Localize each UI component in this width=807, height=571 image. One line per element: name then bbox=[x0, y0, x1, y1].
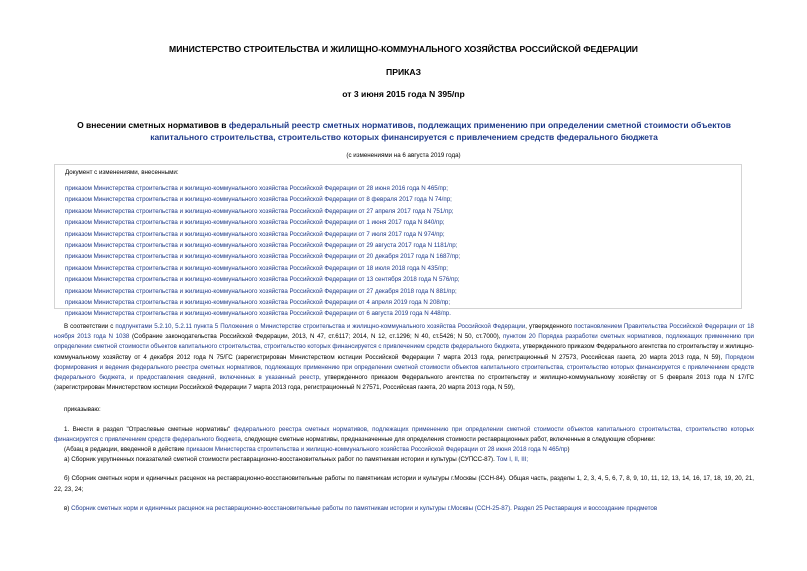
paragraph-edition-note: (Абзац в редакции, введенной в действие приказом Министерства строительства и жилищно-коммунального хозяйства Российской Федерации от 28 июня 2018 года N 465/пр) bbox=[64, 446, 570, 454]
changes-caption: Документ с изменениями, внесенными: bbox=[65, 169, 179, 176]
registry-link[interactable]: федерального реестра сметных нормативов, подлежащих применению при определении сметной стоимости объектов капитального строительства, строительство которых финансируется с привлечением средств федерального бюджета bbox=[54, 425, 754, 443]
title-registry-link[interactable]: федеральный реестр сметных нормативов, подлежащих применению при определении сметной стоимости объектов капитального строительства, строительство которых финансируется с привлечением средств федерального бюджета bbox=[150, 120, 731, 142]
registry-procedure-link[interactable]: Порядком формирования и ведения федерального реестра сметных нормативов, подлежащих применению при определении сметной стоимости объектов капитального строительства, строительство которых финансируется с привлечением средств федерального бюджета, и предоставления сведений, включенных в указанный реестр bbox=[54, 353, 754, 382]
document-type: ПРИКАЗ bbox=[386, 67, 421, 77]
ministry-heading: МИНИСТЕРСТВО СТРОИТЕЛЬСТВА И ЖИЛИЩНО-КОММУНАЛЬНОГО ХОЗЯЙСТВА РОССИЙСКОЙ ФЕДЕРАЦИИ bbox=[169, 44, 638, 54]
change-link[interactable]: приказом Министерства строительства и жилищно-коммунального хозяйства Российской Федерации от 20 декабря 2017 года N 1687/пр; bbox=[65, 253, 461, 261]
procedure-link[interactable]: пунктом 20 Порядка разработки сметных нормативов, подлежащих применению при определении сметной стоимости объектов капитального строительства, строительство которых финансируется с привлечением средств федерального бюджета bbox=[54, 333, 754, 351]
paragraph-item-c: в) Сборник сметных норм и единичных расценок на реставрационно-восстановительные работы по памятникам истории и культуры г.Москвы (ССН-25-87). Раздел 25 Реставрация и воссоздание предметов bbox=[64, 504, 658, 512]
change-link[interactable]: приказом Министерства строительства и жилищно-коммунального хозяйства Российской Федерации от 6 августа 2019 года N 448/пр. bbox=[65, 310, 451, 318]
change-link[interactable]: приказом Министерства строительства и жилищно-коммунального хозяйства Российской Федерации от 1 июня 2017 года N 840/пр; bbox=[65, 219, 445, 227]
amended-note: (с изменениями на 6 августа 2019 года) bbox=[346, 152, 461, 159]
change-link[interactable]: приказом Министерства строительства и жилищно-коммунального хозяйства Российской Федерации от 27 декабря 2018 года N 881/пр; bbox=[65, 287, 457, 295]
paragraph-item-a: а) Сборник укрупненных показателей сметной стоимости реставрационно-восстановительных работ по памятникам истории и культуры (СУПСС-87). Том I, II, III; bbox=[64, 456, 529, 464]
changes-list bbox=[65, 183, 460, 320]
document-date: от 3 июня 2015 года N 395/пр bbox=[342, 89, 465, 99]
document-body bbox=[54, 322, 754, 514]
collection-link[interactable]: Сборник сметных норм и единичных расценок на реставрационно-восстановительные работы по памятникам истории и культуры г.Москвы (ССН-25-87). Раздел 25 Реставрация и воссоздание предметов bbox=[71, 504, 658, 512]
change-link[interactable]: приказом Министерства строительства и жилищно-коммунального хозяйства Российской Федерации от 7 июля 2017 года N 974/пр; bbox=[65, 230, 445, 238]
volume-link[interactable]: Том I, II, III; bbox=[496, 456, 529, 464]
document-title bbox=[54, 119, 754, 143]
decree-link[interactable]: постановлением Правительства Российской Федерации от 18 ноября 2013 года N 1038 bbox=[54, 323, 754, 341]
change-link[interactable]: приказом Министерства строительства и жилищно-коммунального хозяйства Российской Федерации от 4 апреля 2019 года N 208/пр; bbox=[65, 299, 451, 307]
regulation-link[interactable]: подпунктами 5.2.10, 5.2.11 пункта 5 Положения о Министерстве строительства и жилищно-коммунального хозяйства Российской Федерации bbox=[115, 323, 526, 330]
paragraph-item-b: б) Сборник сметных норм и единичных расценок на реставрационно-восстановительные работы по памятникам истории и культуры г.Москвы (ССН-84). Общая часть, разделы 1, 2, 3, 4, 5, 6, 7, 8, 9, 10, 11, 12, 13, 14, 16, 17, 18, 19, 20, 21, 22, 23, 24; bbox=[54, 475, 754, 493]
change-link[interactable]: приказом Министерства строительства и жилищно-коммунального хозяйства Российской Федерации от 8 февраля 2017 года N 74/пр; bbox=[65, 196, 452, 204]
paragraph-item-1: 1. Внести в раздел "Отраслевые сметные нормативы" федерального реестра сметных нормативов, подлежащих применению при определении сметной стоимости объектов капитального строительства, строительство которых финансируется с привлечением средств федерального бюджета, следующие сметные нормативы, предназначенные для определения стоимости реставрационных работ, включенные в следующие сборники: bbox=[54, 425, 754, 443]
change-link[interactable]: приказом Министерства строительства и жилищно-коммунального хозяйства Российской Федерации от 27 апреля 2017 года N 751/пр; bbox=[65, 207, 454, 215]
changes-box bbox=[54, 164, 742, 318]
change-link[interactable]: приказом Министерства строительства и жилищно-коммунального хозяйства Российской Федерации от 18 июля 2018 года N 435/пр; bbox=[65, 264, 449, 272]
change-link[interactable]: приказом Министерства строительства и жилищно-коммунального хозяйства Российской Федерации от 13 сентября 2018 года N 576/пр; bbox=[65, 276, 460, 284]
change-link[interactable]: приказом Министерства строительства и жилищно-коммунального хозяйства Российской Федерации от 29 августа 2017 года N 1181/пр; bbox=[65, 242, 458, 250]
edition-order-link[interactable]: приказом Министерства строительства и жилищно-коммунального хозяйства Российской Федерации от 28 июня 2018 года N 465/пр bbox=[186, 446, 568, 454]
title-prefix: О внесении сметных нормативов в bbox=[77, 120, 227, 130]
change-link[interactable]: приказом Министерства строительства и жилищно-коммунального хозяйства Российской Федерации от 28 июня 2016 года N 465/пр; bbox=[65, 185, 448, 192]
paragraph-order: приказываю: bbox=[64, 406, 101, 414]
paragraph-basis: В соответствии с подпунктами 5.2.10, 5.2.11 пункта 5 Положения о Министерстве строительства и жилищно-коммунального хозяйства Российской Федерации, утвержденного постановлением Правительства Российской Федерации от 18 ноября 2013 года N 1038 (Собрание законодательства Российской Федерации, 2013, N 47, ст.6117; 2014, N 12, ст.1296; N 40, ст.5426; N 50, ст.7000), пунктом 20 Порядка разработки сметных нормативов, подлежащих применению при определении сметной стоимости объектов капитального строительства, строительство которых финансируется с привлечением средств федерального бюджета, утвержденного приказом Федерального агентства по строительству и жилищно-коммунальному хозяйству от 4 декабря 2012 года N 75/ГС (зарегистрирован Министерством юстиции Российской Федерации 7 марта 2013 года, регистрационный N 27573, Российская газета, 20 марта 2013 года, N 59), Порядком формирования и ведения федерального реестра сметных нормативов, подлежащих применению при определении сметной стоимости объектов капитального строительства, строительство которых финансируется с привлечением средств федерального бюджета, и предоставления сведений, включенных в указанный реестр, утвержденного приказом Федерального агентства по строительству и жилищно-коммунальному хозяйству от 5 февраля 2013 года N 17/ГС (зарегистрирован Министерством юстиции Российской Федерации 7 марта 2013 года, регистрационный N 27571, Российская газета, 20 марта 2013 года, N 59), bbox=[54, 323, 754, 392]
